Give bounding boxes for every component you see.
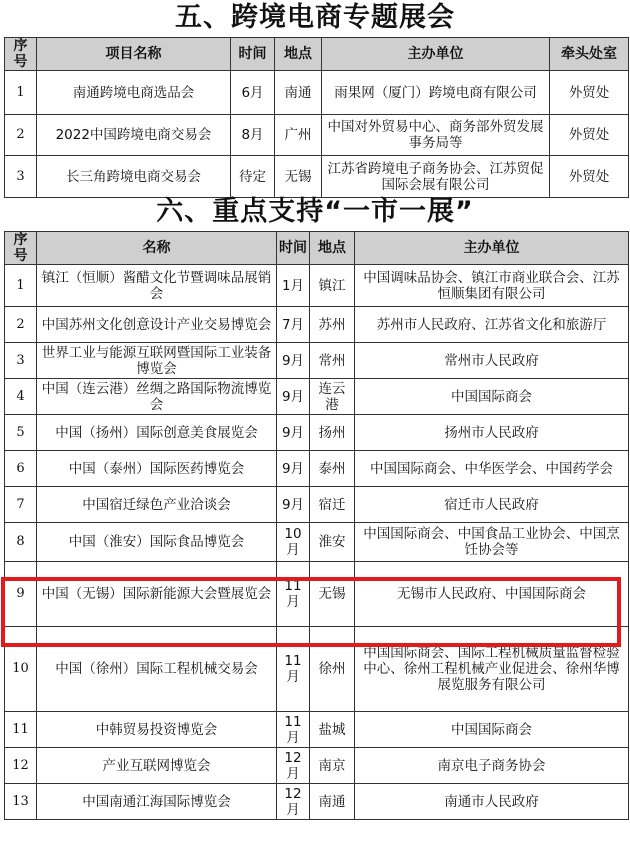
place-cell: 淮安: [310, 523, 355, 562]
table-row: [5, 712, 629, 748]
time-cell: 12月: [277, 748, 310, 784]
host-cell: 中国国际商会、国际工程机械质量监督检验中心、徐州工程机械产业促进会、徐州华博展览服务有限公司: [355, 627, 629, 712]
place-cell: 扬州: [310, 415, 355, 451]
time-cell: 11月: [277, 627, 310, 712]
table-header-row: [5, 38, 629, 71]
name-cell: 中韩贸易投资博览会: [37, 712, 277, 748]
time-cell: 11月: [277, 712, 310, 748]
time-cell: 6月: [231, 71, 275, 115]
time-cell: 12月: [277, 784, 310, 820]
header-cell: 地点: [275, 38, 322, 71]
seq-cell: 12: [5, 748, 37, 784]
seq-cell: 3: [5, 156, 37, 198]
section6-table: [4, 231, 629, 820]
host-cell: 无锡市人民政府、中国国际商会: [355, 562, 629, 627]
table-row: [5, 415, 629, 451]
header-cell: 序号: [5, 232, 37, 265]
place-cell: 无锡: [310, 562, 355, 627]
time-cell: 9月: [277, 487, 310, 523]
name-cell: 2022中国跨境电商交易会: [37, 115, 231, 156]
place-cell: 苏州: [310, 307, 355, 343]
table-row: [5, 523, 629, 562]
name-cell: 产业互联网博览会: [37, 748, 277, 784]
time-cell: 1月: [277, 265, 310, 307]
host-cell: 中国国际商会: [355, 712, 629, 748]
seq-cell: 10: [5, 627, 37, 712]
place-cell: 泰州: [310, 451, 355, 487]
seq-cell: 7: [5, 487, 37, 523]
host-cell: 中国国际商会: [355, 379, 629, 415]
host-cell: 苏州市人民政府、江苏省文化和旅游厅: [355, 307, 629, 343]
time-cell: 9月: [277, 343, 310, 379]
host-cell: 扬州市人民政府: [355, 415, 629, 451]
host-cell: 雨果网（厦门）跨境电商有限公司: [322, 71, 550, 115]
seq-cell: 9: [5, 562, 37, 627]
header-cell: 牵头处室: [550, 38, 629, 71]
place-cell: 连云港: [310, 379, 355, 415]
table-row: [5, 784, 629, 820]
table-header-row: [5, 232, 629, 265]
table-row: [5, 379, 629, 415]
header-cell: 时间: [231, 38, 275, 71]
seq-cell: 3: [5, 343, 37, 379]
seq-cell: 11: [5, 712, 37, 748]
time-cell: 8月: [231, 115, 275, 156]
table-row: [5, 115, 629, 156]
section5-title: 五、跨境电商专题展会: [175, 2, 455, 33]
host-cell: 中国国际商会、中华医学会、中国药学会: [355, 451, 629, 487]
seq-cell: 1: [5, 265, 37, 307]
name-cell: 镇江（恒顺）酱醋文化节暨调味品展销会: [37, 265, 277, 307]
time-cell: 9月: [277, 379, 310, 415]
place-cell: 徐州: [310, 627, 355, 712]
seq-cell: 2: [5, 307, 37, 343]
host-cell: 江苏省跨境电子商务协会、江苏贸促国际会展有限公司: [322, 156, 550, 198]
time-cell: 10月: [277, 523, 310, 562]
section6-title: 六、重点支持“一市一展”: [156, 196, 474, 227]
host-cell: 南京电子商务协会: [355, 748, 629, 784]
place-cell: 常州: [310, 343, 355, 379]
lead-cell: 外贸处: [550, 71, 629, 115]
header-cell: 主办单位: [355, 232, 629, 265]
name-cell: 中国南通江海国际博览会: [37, 784, 277, 820]
place-cell: 广州: [275, 115, 322, 156]
section5-table: [4, 37, 629, 198]
name-cell: 中国（泰州）国际医药博览会: [37, 451, 277, 487]
table-row: [5, 71, 629, 115]
name-cell: 中国（徐州）国际工程机械交易会: [37, 627, 277, 712]
place-cell: 南通: [310, 784, 355, 820]
table-row: [5, 343, 629, 379]
host-cell: 宿迁市人民政府: [355, 487, 629, 523]
place-cell: 宿迁: [310, 487, 355, 523]
name-cell: 南通跨境电商选品会: [37, 71, 231, 115]
name-cell: 中国（无锡）国际新能源大会暨展览会: [37, 562, 277, 627]
seq-cell: 6: [5, 451, 37, 487]
host-cell: 南通市人民政府: [355, 784, 629, 820]
table-row: [5, 748, 629, 784]
header-cell: 序号: [5, 38, 37, 71]
time-cell: 9月: [277, 451, 310, 487]
time-cell: 11月: [277, 562, 310, 627]
name-cell: 中国（扬州）国际创意美食展览会: [37, 415, 277, 451]
header-cell: 主办单位: [322, 38, 550, 71]
seq-cell: 8: [5, 523, 37, 562]
seq-cell: 13: [5, 784, 37, 820]
place-cell: 镇江: [310, 265, 355, 307]
table-row: [5, 265, 629, 307]
table-row: [5, 562, 629, 627]
place-cell: 盐城: [310, 712, 355, 748]
host-cell: 常州市人民政府: [355, 343, 629, 379]
header-cell: 名称: [37, 232, 277, 265]
table-row: [5, 307, 629, 343]
name-cell: 长三角跨境电商交易会: [37, 156, 231, 198]
table-row: [5, 156, 629, 198]
lead-cell: 外贸处: [550, 156, 629, 198]
name-cell: 中国苏州文化创意设计产业交易博览会: [37, 307, 277, 343]
table-row: [5, 627, 629, 712]
host-cell: 中国调味品协会、镇江市商业联合会、江苏恒顺集团有限公司: [355, 265, 629, 307]
time-cell: 7月: [277, 307, 310, 343]
seq-cell: 1: [5, 71, 37, 115]
place-cell: 南通: [275, 71, 322, 115]
table-row: [5, 487, 629, 523]
seq-cell: 2: [5, 115, 37, 156]
name-cell: 世界工业与能源互联网暨国际工业装备博览会: [37, 343, 277, 379]
seq-cell: 5: [5, 415, 37, 451]
name-cell: 中国（淮安）国际食品博览会: [37, 523, 277, 562]
place-cell: 南京: [310, 748, 355, 784]
host-cell: 中国国际商会、中国食品工业协会、中国烹饪协会等: [355, 523, 629, 562]
table-row: [5, 451, 629, 487]
place-cell: 无锡: [275, 156, 322, 198]
host-cell: 中国对外贸易中心、商务部外贸发展事务局等: [322, 115, 550, 156]
header-cell: 地点: [310, 232, 355, 265]
lead-cell: 外贸处: [550, 115, 629, 156]
name-cell: 中国宿迁绿色产业洽谈会: [37, 487, 277, 523]
time-cell: 待定: [231, 156, 275, 198]
name-cell: 中国（连云港）丝绸之路国际物流博览会: [37, 379, 277, 415]
header-cell: 时间: [277, 232, 310, 265]
time-cell: 9月: [277, 415, 310, 451]
seq-cell: 4: [5, 379, 37, 415]
header-cell: 项目名称: [37, 38, 231, 71]
